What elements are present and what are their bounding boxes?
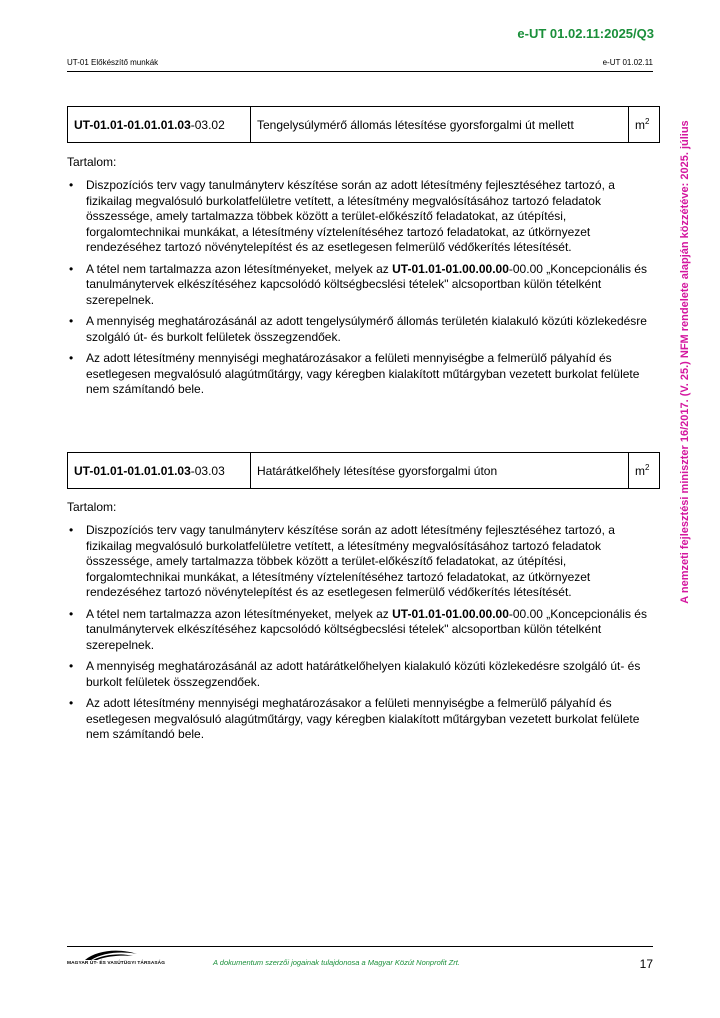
list-item: • A mennyiség meghatározásánál az adott határátkelőhelyen kialakuló közúti közlekedésre szolgáló út- és burkolt felületek összegzendőek. (67, 659, 652, 690)
unit-exponent: 2 (645, 117, 650, 126)
item-unit (629, 107, 660, 143)
list-item (67, 607, 652, 654)
referenced-code-suffix: -00.00 (508, 261, 543, 276)
item-table-2 (67, 452, 660, 489)
document-code: e-UT 01.02.11:2025/Q3 (517, 26, 654, 41)
list-item: • Diszpozíciós terv vagy tanulmányterv készítése során az adott létesítmény fejlesztéséhez tartozó, a fizikailag megvalósuló burkolatfelületre vetített, a létesítmény megvalósításához tartozó feladatok összessége, amely tartalmazza többek között a terület-előkészítő feladatokat, az útépítési, forgalomtechnikai munkákat, a létesítmény víztelenítéséhez tartozó feladatokat, az útkörnyezet rendezéséhez tartozó növénytelepítést és az esetlegesen felmerülő védőkerítés létesítését. (67, 523, 652, 601)
header-doc-code: e-UT 01.02.11 (602, 58, 653, 67)
item-code (68, 453, 251, 489)
footer-divider (67, 946, 653, 947)
item-unit (629, 453, 660, 489)
bullet-list-2 (67, 523, 652, 749)
list-item: • Az adott létesítmény mennyiségi meghatározásakor a felületi mennyiségbe a felmerülő pályahíd és esetlegesen megvalósuló alagútműtárgy, vagy kéregben kialakított műtárgyban vezetett burkolat felülete nem számítandó bele. (67, 696, 652, 743)
list-item: • A mennyiség meghatározásánál az adott tengelysúlymérő állomás területén kialakuló közúti közlekedésre szolgáló út- és burkolt felületek összegzendőek. (67, 314, 652, 345)
content-label: Tartalom: (67, 155, 117, 169)
item-title: Tengelysúlymérő állomás létesítése gyorsforgalmi út mellett (251, 107, 629, 143)
referenced-code-suffix: -00.00 (508, 606, 543, 621)
logo-swoosh-icon (67, 948, 162, 962)
unit-base: m (635, 464, 645, 478)
chapter-title: UT-01 Előkészítő munkák (67, 58, 159, 67)
page-number: 17 (639, 957, 653, 971)
content-label: Tartalom: (67, 500, 117, 514)
referenced-code: UT-01.01-01.00.00.00 (392, 261, 509, 276)
list-item (67, 262, 652, 309)
list-item-text: A tétel nem tartalmazza azon létesítményeket, melyek az (86, 606, 393, 621)
item-code-bold: UT-01.01-01.01.01.03 (74, 463, 191, 478)
logo-text: MAGYAR ÚT- ÉS VASÚTÜGYI TÁRSASÁG (67, 961, 166, 966)
running-header (67, 58, 653, 72)
referenced-code: UT-01.01-01.00.00.00 (392, 606, 509, 621)
list-item: • Az adott létesítmény mennyiségi meghatározásakor a felületi mennyiségbe a felmerülő pályahíd és esetlegesen megvalósuló alagútműtárgy, vagy kéregben kialakított műtárgyban vezetett burkolat felülete nem számítandó bele. (67, 351, 652, 398)
item-table-1 (67, 106, 660, 143)
item-code-suffix: -03.03 (190, 463, 225, 478)
unit-base: m (635, 118, 645, 132)
list-item-text: „Koncepcionális és tanulmánytervek elkészítéséhez kapcsolódó költségbecslési tételek" alcsoportban külön tételként szerepelnek. (86, 261, 647, 307)
bullet-list-1 (67, 178, 652, 404)
list-item-text: A tétel nem tartalmazza azon létesítményeket, melyek az (86, 261, 393, 276)
publication-note: A nemzeti fejlesztési miniszter 16/2017. (V. 25.) NFM rendelete alapján közzétéve: 2025. július (679, 120, 691, 604)
item-code-bold: UT-01.01-01.01.01.03 (74, 117, 191, 132)
item-code (68, 107, 251, 143)
unit-exponent: 2 (645, 463, 650, 472)
copyright-notice: A dokumentum szerzői jogainak tulajdonosa a Magyar Közút Nonprofit Zrt. (213, 958, 460, 967)
item-code-suffix: -03.02 (190, 117, 225, 132)
society-logo (67, 948, 166, 972)
item-title: Határátkelőhely létesítése gyorsforgalmi úton (251, 453, 629, 489)
list-item: • Diszpozíciós terv vagy tanulmányterv készítése során az adott létesítmény fejlesztéséhez tartozó, a fizikailag megvalósuló burkolatfelületre vetített, a létesítmény megvalósításához tartozó feladatok összessége, amely tartalmazza többek között a terület-előkészítő feladatokat, az útépítési, forgalomtechnikai munkákat, a létesítmény víztelenítéséhez tartozó feladatokat, az útkörnyezet rendezéséhez tartozó növénytelepítést és az esetlegesen felmerülő védőkerítés létesítését. (67, 178, 652, 256)
list-item-text: „Koncepcionális és tanulmánytervek elkészítéséhez kapcsolódó költségbecslési tételek" alcsoportban külön tételként szerepelnek. (86, 606, 647, 652)
